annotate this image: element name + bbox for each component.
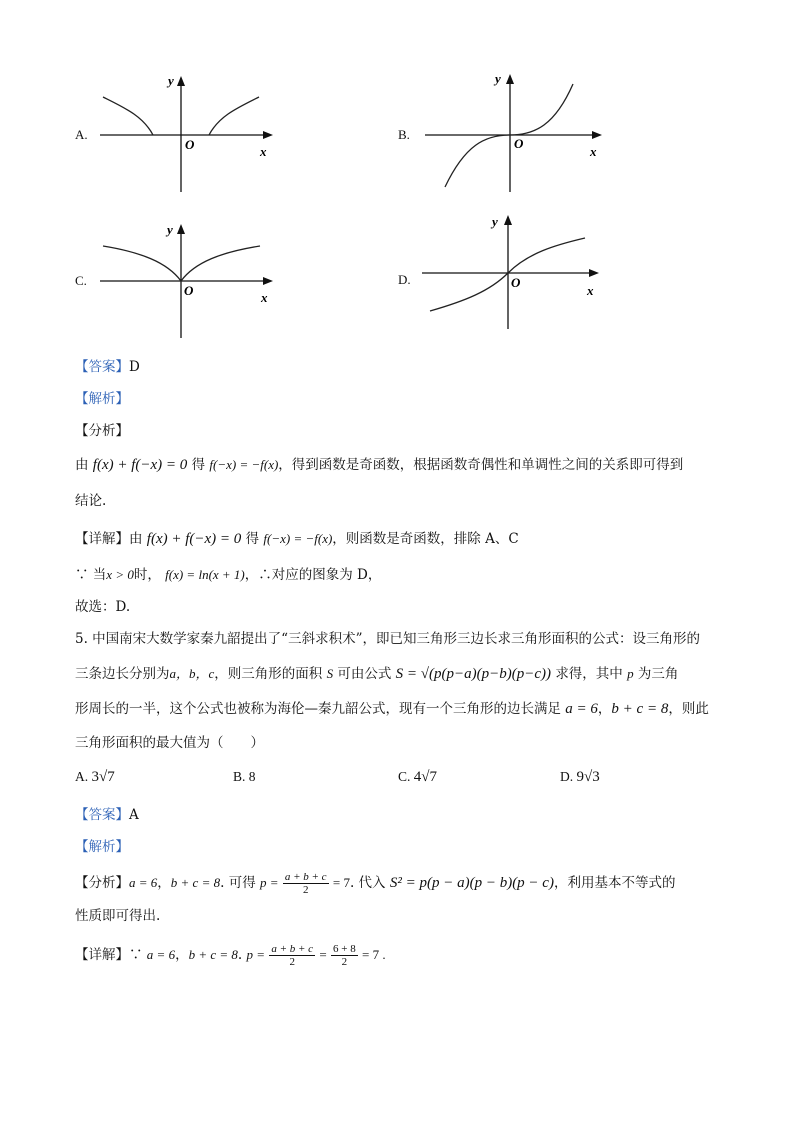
option-label: C. [398, 769, 411, 784]
text: 可由公式 [337, 666, 392, 682]
math-eq: a = 6 [565, 701, 598, 717]
text: 得 [191, 457, 206, 473]
fraction-denominator: 2 [289, 956, 295, 968]
x-label: x [590, 144, 597, 159]
math-var: p [627, 666, 634, 681]
answer-value: A [129, 807, 139, 823]
option-value: 8 [248, 769, 256, 784]
x-label: x [587, 283, 594, 298]
math-var: p = [246, 947, 266, 962]
y-label: y [495, 71, 501, 86]
option-value: 4√7 [413, 769, 437, 785]
text: . 代入 [349, 875, 386, 891]
fenxi-tag: 【分析】 [75, 875, 129, 891]
fraction [269, 943, 315, 968]
option-label: B. [233, 769, 246, 784]
fraction [331, 943, 358, 968]
fraction-numerator: a + b + c [271, 943, 314, 955]
x-arrow-icon [263, 277, 273, 285]
x-arrow-icon [589, 269, 599, 277]
answer-tag: 【答案】 [75, 359, 129, 375]
q5-line-1 [75, 629, 700, 649]
math-eq: f(x) = ln(x + 1) [165, 567, 245, 582]
text: 时， [133, 567, 161, 583]
math-eq: x > 0 [106, 567, 134, 582]
math-eq: b + c = 8 [611, 701, 669, 717]
fenxi-tag: 【分析】 [75, 423, 129, 439]
q5-analysis [75, 837, 129, 857]
q5-line-4 [75, 733, 264, 753]
option-value: 9√3 [576, 769, 600, 785]
y-arrow-icon [506, 74, 514, 84]
math-eq: a = 6 [129, 875, 158, 890]
q4-fenxi [75, 421, 129, 441]
q5-option-b [233, 769, 256, 785]
option-label: A. [75, 769, 89, 784]
option-value: 3√7 [91, 769, 115, 785]
text: ∵ 当 [75, 567, 107, 583]
math-var: S [326, 666, 334, 681]
option-label: D. [560, 769, 574, 784]
graph-b-label: B. [398, 127, 410, 142]
q4-answer [75, 357, 140, 377]
x-label: x [261, 290, 268, 305]
math-var: p = [260, 875, 279, 890]
fraction [283, 871, 329, 896]
q5-fenxi-2 [75, 906, 160, 926]
text: 由 [75, 457, 89, 473]
q5-line-3 [75, 699, 709, 719]
text: 5. 中国南宋大数学家秦九韶提出了“三斜求积术”，即已知三角形三边长求三角形面积的公式：设三角形的 [75, 631, 700, 647]
q4-detail [75, 529, 519, 549]
origin-label: O [184, 283, 194, 298]
text: 形周长的一半，这个公式也被称为海伦—秦九韶公式，现有一个三角形的边长满足 [75, 701, 561, 717]
graph-d [420, 213, 610, 338]
text: ∵ [129, 947, 143, 963]
curve-a-right [209, 97, 259, 135]
y-arrow-icon [177, 224, 185, 234]
answer-tag: 【答案】 [75, 807, 129, 823]
text: ，利用基本不等式的 [553, 875, 676, 891]
math-vars: a，b，c [169, 666, 215, 681]
q5-fenxi: 【分析】a = 6，b + c = 8. 可得 p = $\frac{a + b + c}{2}$ = 7. 代入 S² = p(p − a)(p − b)(p − c)，利用基本不等式的 [75, 871, 676, 896]
math-eq: f(x) + f(−x) = 0 [146, 531, 242, 547]
text: 为三角 [637, 666, 679, 682]
text: ，则函数是奇函数，排除 A、C [332, 531, 519, 547]
text: ， [597, 701, 612, 717]
y-label: y [167, 222, 173, 237]
answer-value: D [129, 359, 140, 375]
text: 三角形面积的最大值为（ ） [75, 735, 264, 751]
math-formula: S² = p(p − a)(p − b)(p − c) [389, 875, 554, 891]
text: 由 [129, 531, 143, 547]
graph-d-label: D. [398, 272, 411, 287]
text: ，得到函数是奇函数，根据函数奇偶性和单调性之间的关系即可得到 [278, 457, 684, 473]
q4-fenxi-body [75, 455, 683, 475]
q5-line-2 [75, 664, 678, 684]
x-arrow-icon [263, 131, 273, 139]
text: . 可得 [220, 875, 256, 891]
q5-option-c [398, 769, 437, 786]
graph-c-label: C. [75, 273, 87, 288]
fraction-denominator: 2 [341, 956, 348, 968]
text: 故选：D. [75, 599, 131, 615]
text: 求得，其中 [555, 666, 623, 682]
curve-a [103, 97, 153, 135]
y-arrow-icon [177, 76, 185, 86]
graph-a [95, 70, 285, 195]
x-arrow-icon [592, 131, 602, 139]
y-label: y [168, 73, 174, 88]
text: ，则三角形的面积 [214, 666, 323, 682]
math-eq: f(−x) = −f(x) [209, 457, 279, 472]
text: ，∴对应的图象为 D， [244, 567, 382, 583]
heron-formula: S = √(p(p−a)(p−b)(p−c)) [395, 666, 552, 682]
q5-option-a [75, 769, 115, 786]
q5-detail: 【详解】∵ a = 6，b + c = 8. p = $\frac{a + b + c}{2}$ = $\frac{6 + 8}{2}$ = 7 . [75, 943, 386, 968]
fraction-numerator: 6 + 8 [333, 943, 356, 955]
detail-tag: 【详解】 [75, 947, 129, 963]
y-label: y [492, 214, 498, 229]
origin-label: O [514, 136, 524, 151]
text: 结论. [75, 493, 107, 509]
text: ，则此 [668, 701, 709, 717]
math-eq: f(x) + f(−x) = 0 [92, 457, 188, 473]
analysis-tag: 【解析】 [75, 839, 129, 855]
text: 性质即可得出. [75, 908, 161, 924]
math-eq: f(−x) = −f(x) [263, 531, 333, 546]
math-eq: = 7 [332, 875, 350, 890]
text: 三条边长分别为 [75, 666, 170, 682]
math-eq: a = 6 [146, 947, 176, 962]
q4-conclusion [75, 597, 130, 617]
q5-option-d [560, 769, 600, 786]
q4-detail-2 [75, 565, 381, 585]
math-eq: b + c = 8 [170, 875, 221, 890]
q4-analysis [75, 389, 129, 409]
y-arrow-icon [504, 215, 512, 225]
origin-label: O [511, 275, 521, 290]
x-label: x [260, 144, 267, 159]
fraction-numerator: a + b + c [284, 871, 327, 883]
q4-fenxi-body-2 [75, 491, 106, 511]
text: 得 [245, 531, 260, 547]
graph-c [95, 218, 285, 343]
graph-b [420, 70, 610, 195]
q5-answer [75, 805, 139, 825]
detail-tag: 【详解】 [75, 531, 129, 547]
fraction-denominator: 2 [302, 884, 309, 896]
math-eq: b + c = 8 [188, 947, 238, 962]
origin-label: O [185, 137, 195, 152]
math-eq: = 7 . [362, 947, 386, 962]
graph-a-label: A. [75, 127, 88, 142]
analysis-tag: 【解析】 [75, 391, 129, 407]
